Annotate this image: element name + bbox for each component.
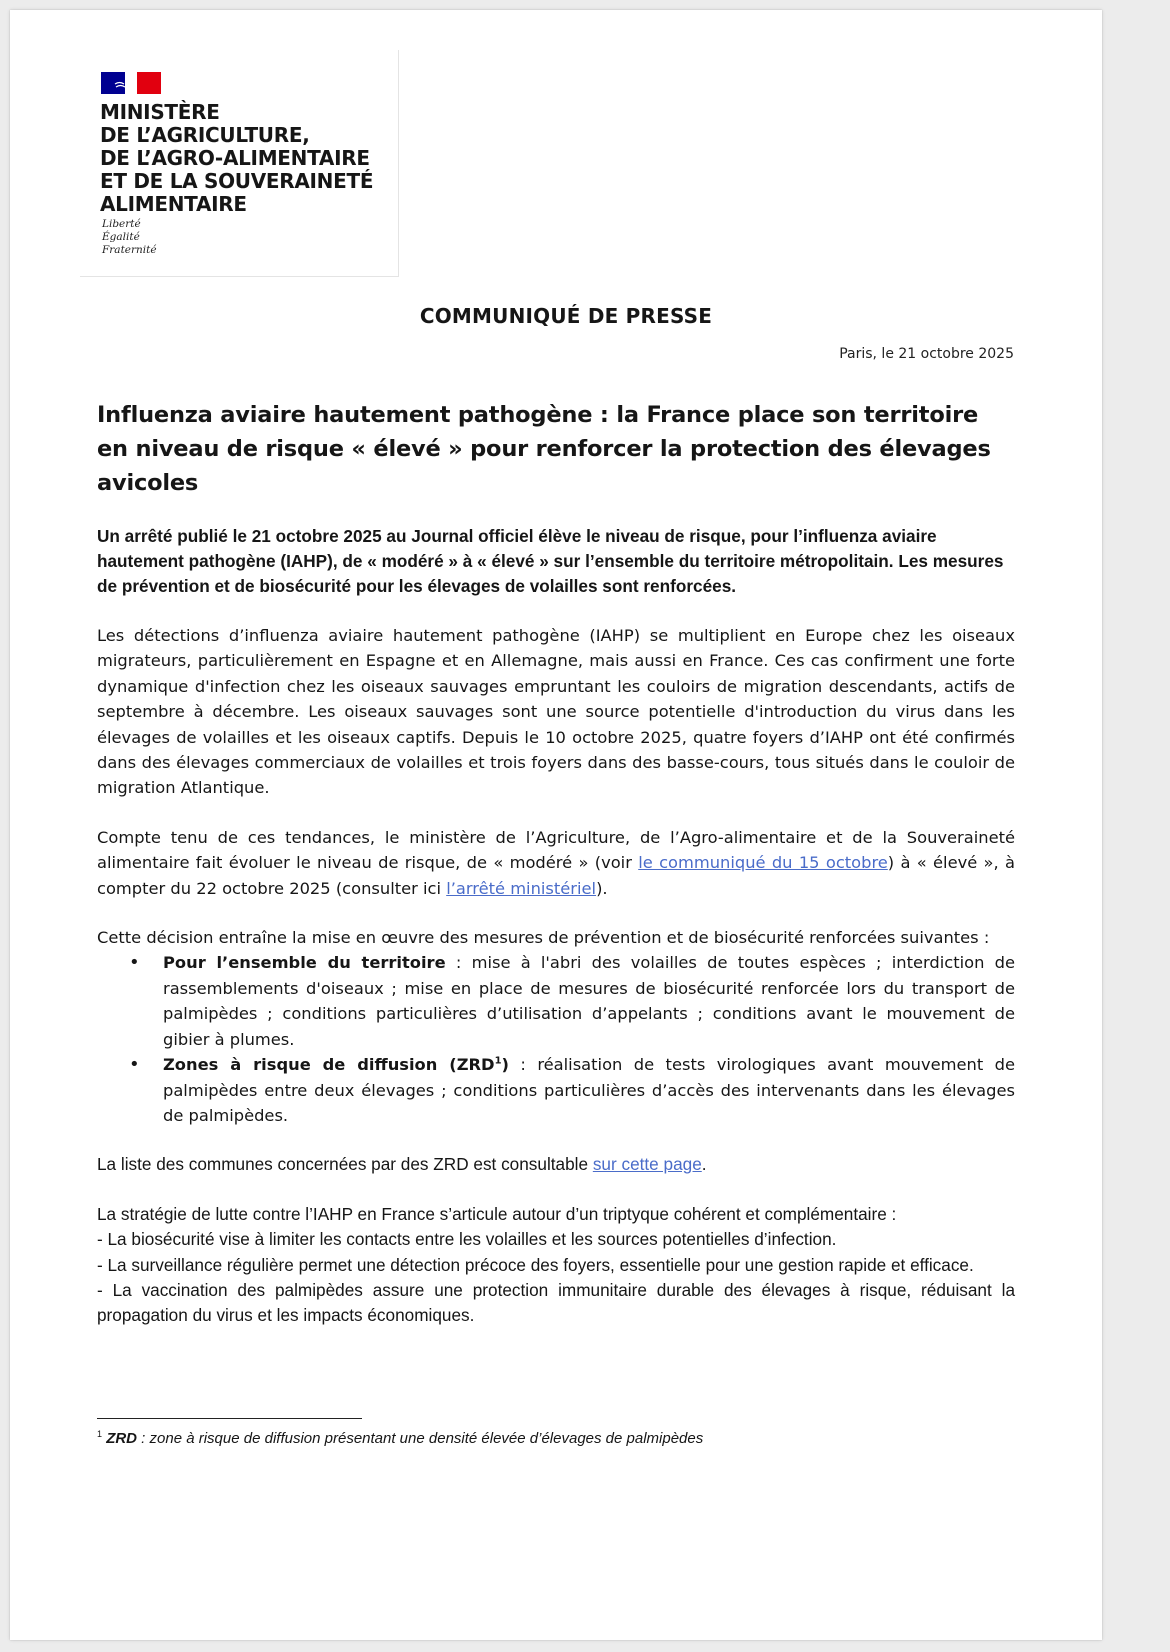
- paragraph-detections: Les détections d’influenza aviaire hautement pathogène (IAHP) se multiplient en Europe chez les oiseaux migrateurs, particulièrement en Espagne et en Allemagne, mais aussi en France. Ces cas confirment une forte dynamique d'infection chez les oiseaux sauvages empruntant les couloirs de migration descendants, actifs de septembre à décembre. Les oiseaux sauvages sont une source potentielle d'introduction du virus dans les élevages de volailles et les oiseaux captifs. Depuis le 10 octobre 2025, quatre foyers d’IAHP ont été confirmés dans des élevages commerciaux de volailles et trois foyers dans des basse-cours, tous situés dans le couloir de migration Atlantique.: [97, 626, 1015, 798]
- zrd-communes-page-link[interactable]: sur cette page: [592, 1154, 702, 1175]
- measures-intro: Cette décision entraîne la mise en œuvre des mesures de prévention et de biosécurité renforcées suivantes :: [97, 928, 990, 948]
- ministry-name-line: ET DE LA SOUVERAINETÉ: [100, 169, 374, 193]
- marianne-flag-icon: [101, 72, 161, 94]
- measure-item-territory: [163, 950, 1015, 1052]
- text-segment: Compte tenu de ces tendances, le ministère de l’Agriculture, de l’Agro-alimentaire et de la Souveraineté alimentaire fait évoluer le niveau de risque, de « modéré » (voir: [97, 827, 1015, 873]
- motto-line: Fraternité: [102, 244, 157, 256]
- document-type-title: COMMUNIQUÉ DE PRESSE: [419, 304, 713, 328]
- footnote: [97, 1430, 703, 1447]
- ministerial-decree-link[interactable]: l’arrêté ministériel: [446, 878, 597, 898]
- footnote-separator: [97, 1418, 362, 1419]
- measure-title: [163, 1055, 509, 1074]
- strategy-item: - La vaccination des palmipèdes assure une protection immunitaire durable des élevages à risque, réduisant la propagation du virus et les impacts économiques.: [97, 1279, 1015, 1326]
- paragraph-strategy: [97, 1202, 1015, 1329]
- text-segment: La liste des communes concernées par des ZRD est consultable: [97, 1154, 593, 1175]
- ministry-name-line: DE L’AGRO-ALIMENTAIRE: [100, 146, 370, 170]
- document-body: [97, 398, 1015, 1329]
- motto-line: Égalité: [102, 231, 140, 243]
- republic-motto: [102, 218, 157, 257]
- paragraph-zrd-list: [97, 1152, 1015, 1177]
- footnote-number: 1: [97, 1429, 103, 1439]
- text-segment: ).: [596, 878, 608, 898]
- ministry-name: [100, 101, 373, 216]
- measure-text: : réalisation de tests virologiques avant mouvement de palmipèdes entre deux élevages ; conditions particulières d’accès des intervenants dans les élevages de palmipèdes.: [163, 1055, 1015, 1125]
- ministry-name-line: ALIMENTAIRE: [100, 192, 247, 216]
- measure-title-end: ): [501, 1055, 509, 1075]
- footnote-term: ZRD: [106, 1430, 138, 1447]
- ministry-name-line: DE L’AGRICULTURE,: [100, 123, 310, 147]
- measure-title: Pour l’ensemble du territoire: [163, 953, 446, 973]
- text-segment: ) à « élevé », à compter du 22 octobre 2025 (consulter ici: [97, 853, 1015, 898]
- footnote-text: : zone à risque de diffusion présentant une densité élevée d’élevages de palmipèdes: [137, 1430, 704, 1447]
- strategy-item: - La surveillance régulière permet une détection précoce des foyers, essentielle pour une gestion rapide et efficace.: [97, 1254, 974, 1275]
- communique-15-october-link[interactable]: le communiqué du 15 octobre: [638, 853, 888, 873]
- footnote-reference[interactable]: 1: [494, 1055, 502, 1067]
- ministry-logo: [80, 50, 399, 277]
- document-date: Paris, le 21 octobre 2025: [839, 346, 1014, 362]
- measure-item-zrd: [163, 1052, 1015, 1128]
- headline: Influenza aviaire hautement pathogène : la France place son territoire en niveau de risque « élevé » pour renforcer la protection des élevages avicoles: [97, 402, 991, 496]
- strategy-item: - La biosécurité vise à limiter les contacts entre les volailles et les sources potentielles d’infection.: [97, 1229, 837, 1250]
- text-segment: .: [701, 1154, 707, 1175]
- motto-line: Liberté: [102, 218, 141, 230]
- lead-paragraph: Un arrêté publié le 21 octobre 2025 au Journal officiel élève le niveau de risque, pour l’influenza aviaire hautement pathogène (IAHP), de « modéré » à « élevé » sur l’ensemble du territoire métropolitain. Les mesures de prévention et de biosécurité pour les élevages de volailles sont renforcées.: [97, 526, 1004, 596]
- document-page: [10, 10, 1102, 1640]
- measures-list: [97, 950, 1015, 1128]
- paragraph-risk-level: [97, 825, 1015, 901]
- measure-title-text: Zones à risque de diffusion (ZRD: [163, 1055, 495, 1075]
- paragraph-measures: [97, 925, 1015, 1128]
- strategy-intro: La stratégie de lutte contre l’IAHP en France s’articule autour d’un triptyque cohérent et complémentaire :: [97, 1203, 897, 1224]
- measure-text: : mise à l'abri des volailles de toutes espèces ; interdiction de rassemblements d'oiseaux ; mise en place de mesures de biosécurité renforcée lors du transport de palmipèdes ; conditions particulières d’utilisation d’appelants ; conditions avant le mouvement de gibier à plumes.: [163, 953, 1015, 1049]
- strategy-list: [97, 1227, 1015, 1329]
- ministry-name-line: MINISTÈRE: [100, 100, 220, 124]
